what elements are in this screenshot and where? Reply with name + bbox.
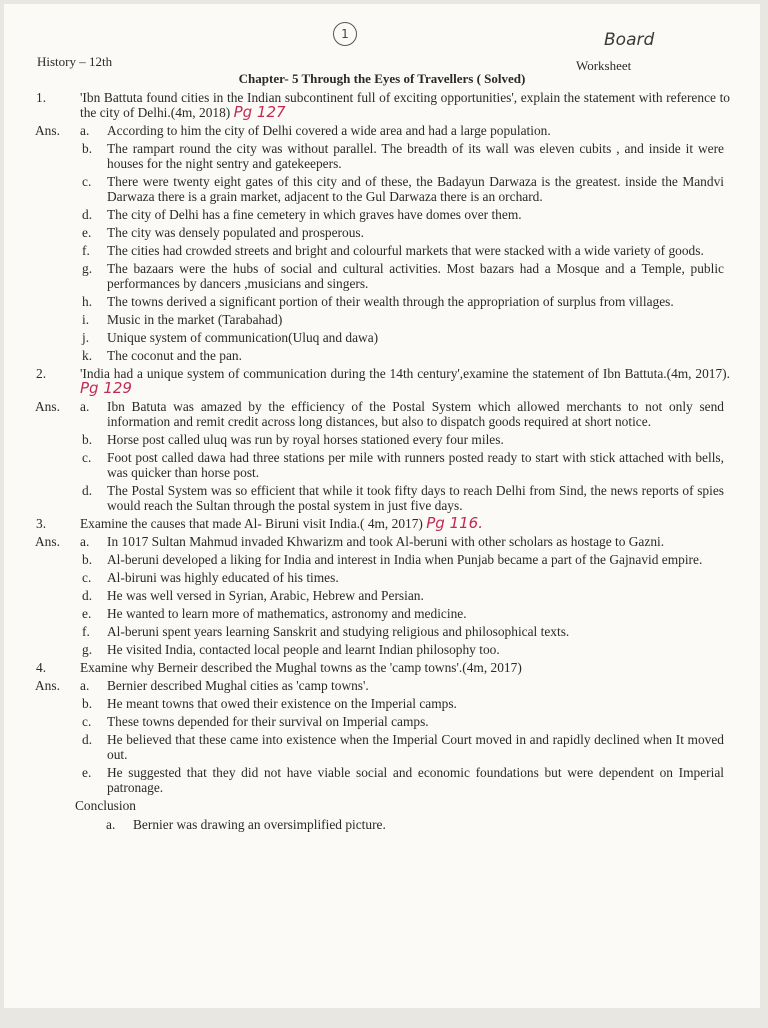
answer-text: Horse post called uluq was run by royal horses stationed every four miles. xyxy=(107,432,504,447)
answer-letter: c. xyxy=(82,714,92,729)
answer-text: He visited India, contacted local people and learnt Indian philosophy too. xyxy=(107,642,500,657)
answer-text: Unique system of communication(Uluq and dawa) xyxy=(107,330,379,345)
question-text: 'India had a unique system of communication during the 14th century',examine the statement of Ibn Battuta.(4m, 2017). Pg 129 xyxy=(80,366,730,397)
answer-text: Al-beruni spent years learning Sanskrit and studying religious and philosophical texts. xyxy=(107,624,570,639)
answer-letter: a. xyxy=(80,123,90,138)
answer-item xyxy=(4,483,760,513)
answer-item xyxy=(4,534,760,549)
question-number: 2. xyxy=(36,366,47,381)
answer-text: The city was densely populated and prosperous. xyxy=(107,225,364,240)
answer-letter: b. xyxy=(82,432,93,447)
page-number: 1 xyxy=(333,22,357,46)
answer-item xyxy=(4,432,760,447)
conclusion-item xyxy=(4,817,760,832)
answer-text: He was well versed in Syrian, Arabic, Hebrew and Persian. xyxy=(107,588,424,603)
answer-label: Ans. xyxy=(35,123,60,138)
answer-letter: g. xyxy=(82,261,93,276)
answer-letter: e. xyxy=(82,765,92,780)
answer-letter: d. xyxy=(82,483,93,498)
answer-text: The towns derived a significant portion of their wealth through the appropriation of surplus from villages. xyxy=(107,294,674,309)
page-ref-handwritten-note: Pg 116. xyxy=(426,514,483,532)
question-number: 3. xyxy=(36,516,47,531)
answer-text: The bazaars were the hubs of social and cultural activities. Most bazars had a Mosque and a Temple, public performances by dancers ,musicians and singers. xyxy=(107,261,724,291)
answer-text: The coconut and the pan. xyxy=(107,348,242,363)
answer-text: Bernier described Mughal cities as 'camp towns'. xyxy=(107,678,369,693)
question-text: Examine why Berneir described the Mughal towns as the 'camp towns'.(4m, 2017) xyxy=(80,660,522,675)
answer-text: Ibn Batuta was amazed by the efficiency of the Postal System which allowed merchants to not only send information and remit credit across long distances, but also to dispatch goods required at short notice. xyxy=(107,399,724,429)
conclusion-letter: a. xyxy=(106,817,116,832)
answer-letter: b. xyxy=(82,552,93,567)
answer-text: He believed that these came into existence when the Imperial Court moved in and rapidly declined when It moved out. xyxy=(107,732,724,762)
answer-item xyxy=(4,714,760,729)
answer-item xyxy=(4,330,760,345)
board-handwritten-note: Board xyxy=(604,30,655,50)
answer-item xyxy=(4,243,760,258)
answer-letter: h. xyxy=(82,294,93,309)
answer-letter: c. xyxy=(82,450,92,465)
answer-letter: c. xyxy=(82,570,92,585)
answer-item xyxy=(4,174,760,204)
answer-item xyxy=(4,732,760,762)
question-2 xyxy=(4,366,760,396)
page-ref-handwritten-note: Pg 129 xyxy=(80,379,132,397)
conclusion-heading: Conclusion xyxy=(75,798,137,813)
subject-label: History – 12th xyxy=(37,54,113,69)
answer-letter: a. xyxy=(80,678,90,693)
answer-letter: f. xyxy=(82,243,90,258)
answer-letter: c. xyxy=(82,174,92,189)
answer-text: The Postal System was so efficient that while it took fifty days to reach Delhi from Sind, the news reports of spies would reach the Sultan through the postal system in just five days. xyxy=(107,483,724,513)
question-3 xyxy=(4,516,760,531)
conclusion-text: Bernier was drawing an oversimplified picture. xyxy=(133,817,386,832)
answer-letter: a. xyxy=(80,534,90,549)
question-4 xyxy=(4,660,760,675)
answer-item xyxy=(4,606,760,621)
question-number: 1. xyxy=(36,90,47,105)
question-list xyxy=(4,90,760,835)
question-1 xyxy=(4,90,760,120)
answer-text: There were twenty eight gates of this city and of these, the Badayun Darwaza is the greatest. inside the Mandvi Darwaza there is a grain market, adjacent to the Gul Darwaza there is an orchard. xyxy=(107,174,724,204)
answer-letter: b. xyxy=(82,141,93,156)
answer-item xyxy=(4,141,760,171)
answer-item xyxy=(4,312,760,327)
answer-letter: j. xyxy=(82,330,90,345)
answer-text: The cities had crowded streets and bright and colourful markets that were stacked with a wide variety of goods. xyxy=(107,243,704,258)
answer-letter: i. xyxy=(82,312,90,327)
answer-item xyxy=(4,624,760,639)
answer-text: He wanted to learn more of mathematics, astronomy and medicine. xyxy=(107,606,467,621)
answer-letter: a. xyxy=(80,399,90,414)
answer-text: According to him the city of Delhi covered a wide area and had a large population. xyxy=(107,123,551,138)
answer-letter: d. xyxy=(82,207,93,222)
answer-item xyxy=(4,696,760,711)
answer-letter: g. xyxy=(82,642,93,657)
answer-text: In 1017 Sultan Mahmud invaded Khwarizm and took Al-beruni with other scholars as hostage to Gazni. xyxy=(107,534,665,549)
answer-letter: k. xyxy=(82,348,93,363)
answer-text: The rampart round the city was without parallel. The breadth of its wall was eleven cubits , and inside it were houses for the night sentry and gatekeepers. xyxy=(107,141,724,171)
answer-text: Al-biruni was highly educated of his times. xyxy=(107,570,339,585)
question-number: 4. xyxy=(36,660,47,675)
answer-item xyxy=(4,348,760,363)
question-text: Examine the causes that made Al- Biruni visit India.( 4m, 2017) Pg 116. xyxy=(80,514,483,532)
answer-item xyxy=(4,123,760,138)
answer-item xyxy=(4,552,760,567)
answer-text: Al-beruni developed a liking for India and interest in India when Punjab became a part of the Gajnavid empire. xyxy=(107,552,703,567)
answer-text: Foot post called dawa had three stations per mile with runners posted ready to start with stick attached with bells, was quicker than horse post. xyxy=(107,450,724,480)
answer-label: Ans. xyxy=(35,534,60,549)
answer-letter: d. xyxy=(82,732,93,747)
worksheet-label: Worksheet xyxy=(576,58,632,73)
answer-text: He meant towns that owed their existence on the Imperial camps. xyxy=(107,696,457,711)
answer-letter: e. xyxy=(82,225,92,240)
answer-letter: b. xyxy=(82,696,93,711)
answer-item xyxy=(4,678,760,693)
answer-item xyxy=(4,207,760,222)
answer-letter: f. xyxy=(82,624,90,639)
answer-item xyxy=(4,765,760,795)
answer-text: These towns depended for their survival on Imperial camps. xyxy=(107,714,429,729)
worksheet-page xyxy=(4,4,760,1008)
answer-text: He suggested that they did not have viable social and economic foundations but were dependent on Imperial patronage. xyxy=(107,765,724,795)
answer-item xyxy=(4,261,760,291)
answer-item xyxy=(4,588,760,603)
answer-letter: d. xyxy=(82,588,93,603)
chapter-title: Chapter- 5 Through the Eyes of Travellers ( Solved) xyxy=(238,71,526,86)
answer-text: Music in the market (Tarabahad) xyxy=(107,312,283,327)
answer-letter: e. xyxy=(82,606,92,621)
answer-label: Ans. xyxy=(35,678,60,693)
question-text: 'Ibn Battuta found cities in the Indian subcontinent full of exciting opportunities', explain the statement with reference to the city of Delhi.(4m, 2018) Pg 127 xyxy=(80,90,730,121)
answer-item xyxy=(4,225,760,240)
answer-item xyxy=(4,294,760,309)
page-ref-handwritten-note: Pg 127 xyxy=(233,103,286,121)
answer-item xyxy=(4,642,760,657)
answer-text: The city of Delhi has a fine cemetery in which graves have domes over them. xyxy=(107,207,522,222)
answer-item xyxy=(4,399,760,429)
answer-item xyxy=(4,450,760,480)
answer-item xyxy=(4,570,760,585)
answer-label: Ans. xyxy=(35,399,60,414)
